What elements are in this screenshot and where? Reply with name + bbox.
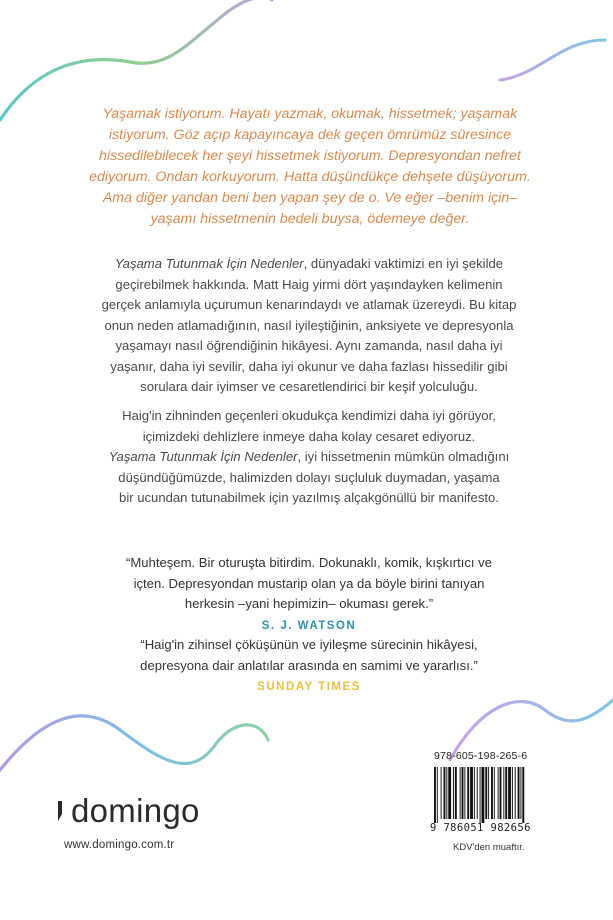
barcode-bar (455, 767, 457, 819)
barcode-bar (485, 767, 487, 819)
barcode-bar (460, 767, 461, 819)
intro-line: yaşamı hissetmenin bedeli buysa, ödemeye değer. (150, 211, 470, 227)
intro-line: istiyorum. Göz açıp kapayıncaya dek geçen ömrümüz süresince (108, 127, 512, 143)
review-line: “Haig'in zihinsel çöküşünün ve iyileşme sürecinin hikâyesi, (140, 637, 478, 652)
barcode-bar (462, 767, 464, 819)
review-quote-sunday-times (54, 635, 564, 696)
barcode-bar (512, 767, 513, 819)
barcode-bar (494, 767, 495, 819)
book-title: Yaşama Tutunmak İçin Nedenler (114, 256, 304, 271)
review-attribution: SUNDAY TIMES (257, 681, 361, 693)
publisher-name: domingo (71, 792, 200, 829)
barcode-bar (520, 767, 521, 819)
isbn-barcode (432, 767, 562, 823)
review-line: “Muhteşem. Bir oturuşta bitirdim. Dokunaklı, komik, kışkırtıcı ve (126, 555, 492, 570)
review-line: depresyona dair anlatılar arasında en samimi ve yararlısı.” (140, 657, 478, 673)
description-line: içimizdeki dehlizlere inmeye daha kolay cesaret ediyoruz. (142, 428, 476, 444)
barcode-bar (488, 767, 489, 819)
barcode-bar (522, 767, 524, 823)
barcode-bar (453, 767, 454, 819)
description-line (54, 254, 564, 275)
barcode-bar (434, 767, 436, 823)
description-line (54, 447, 564, 468)
barcode-bar (508, 767, 511, 819)
barcode-bar (448, 767, 451, 819)
barcode-bar (477, 767, 478, 819)
description-text: , dünyadaki vaktimizi en iyi şekilde (303, 256, 504, 271)
barcode-bar (500, 767, 502, 819)
barcode-digits: 9 786051 982656 (430, 822, 531, 834)
top-left-ribbon (0, 0, 272, 120)
book-title: Yaşama Tutunmak İçin Nedenler (108, 449, 298, 464)
review-quote-watson (54, 553, 564, 635)
barcode-bar (482, 767, 485, 823)
top-right-ribbon (500, 40, 605, 80)
review-line: herkesin –yani hepimizin– okuması gerek.” (184, 596, 434, 611)
barcode-bar (441, 767, 442, 819)
barcode-bar (491, 767, 493, 819)
publisher-mark-icon (58, 801, 66, 821)
vat-note: KDV'den muaftır. (453, 842, 525, 853)
intro-line: Yaşamak istiyorum. Hayatı yazmak, okumak, hissetmek; yaşamak (102, 106, 518, 122)
description-text: , iyi hissetmenin mümkün olmadığını (297, 449, 510, 464)
barcode-bar (446, 767, 447, 819)
intro-line: Ama diğer yandan beni ben yapan şey de o. Ve eğer –benim için– (102, 190, 518, 206)
barcode-bar (480, 767, 481, 823)
barcode-bar (498, 767, 499, 819)
description-line: gerçek anlamıyla uçurumun kenarındaydı ve atlamak üzereydi. Bu kitap (101, 297, 517, 312)
barcode-bar (474, 767, 475, 819)
description-line: yaşamayı nasıl öğrendiğinin hikâyesi. Aynı zamanda, nasıl daha iyi (115, 338, 503, 353)
description-line: geçirebilmek hakkında. Matt Haig yirmi dört yaşındayken kelimenin (115, 276, 503, 292)
barcode-bar (467, 767, 469, 819)
description-line: yaşanır, daha iyi sevilir, daha iyi okunur ve daha fazlası hissedilir gibi (110, 358, 508, 374)
review-attribution: S. J. WATSON (261, 619, 357, 632)
barcode-bar (505, 767, 507, 819)
isbn-label: 978-605-198-265-6 (434, 750, 528, 762)
barcode-bar (437, 767, 438, 823)
intro-quote (60, 104, 560, 230)
intro-line: hissedilebilecek her şeyi hissetmek istiyorum. Depresyondan nefret (99, 148, 521, 164)
description-paragraph-2 (54, 406, 564, 509)
review-line: içten. Depresyondan mustarip olan ya da böyle birini tanıyan (133, 575, 485, 591)
publisher-url: www.domingo.com.tr (64, 839, 175, 851)
barcode-bar (503, 767, 504, 819)
barcode-bar (515, 767, 516, 819)
description-line: Haig'in zihninden geçenleri okudukça kendimizi daha iyi görüyor, (122, 408, 496, 423)
publisher-logo (58, 793, 200, 829)
bottom-left-ribbon (0, 716, 268, 770)
description-line: bir ucundan tutunabilmek için yazılmış alçakgönüllü bir manifesto. (119, 490, 499, 505)
intro-line: ediyorum. Ondan korkuyorum. Hatta düşündükçe dehşete düşüyorum. (89, 169, 531, 185)
description-line: düşündüğümüzde, halimizden dolayı suçluluk duymadan, yaşama (118, 469, 500, 485)
description-line: sorulara dair iyimser ve cesaretlendirici bir keşif yolculuğu. (140, 379, 478, 394)
description-line: onun neden atlamadığının, nasıl iyileştiğinin, anksiyete ve depresyonla (104, 317, 514, 333)
barcode-bar (444, 767, 446, 819)
barcode-bar (464, 767, 465, 819)
barcode-bar (518, 767, 520, 819)
description-paragraph-1 (54, 254, 564, 398)
barcode-bar (470, 767, 473, 819)
